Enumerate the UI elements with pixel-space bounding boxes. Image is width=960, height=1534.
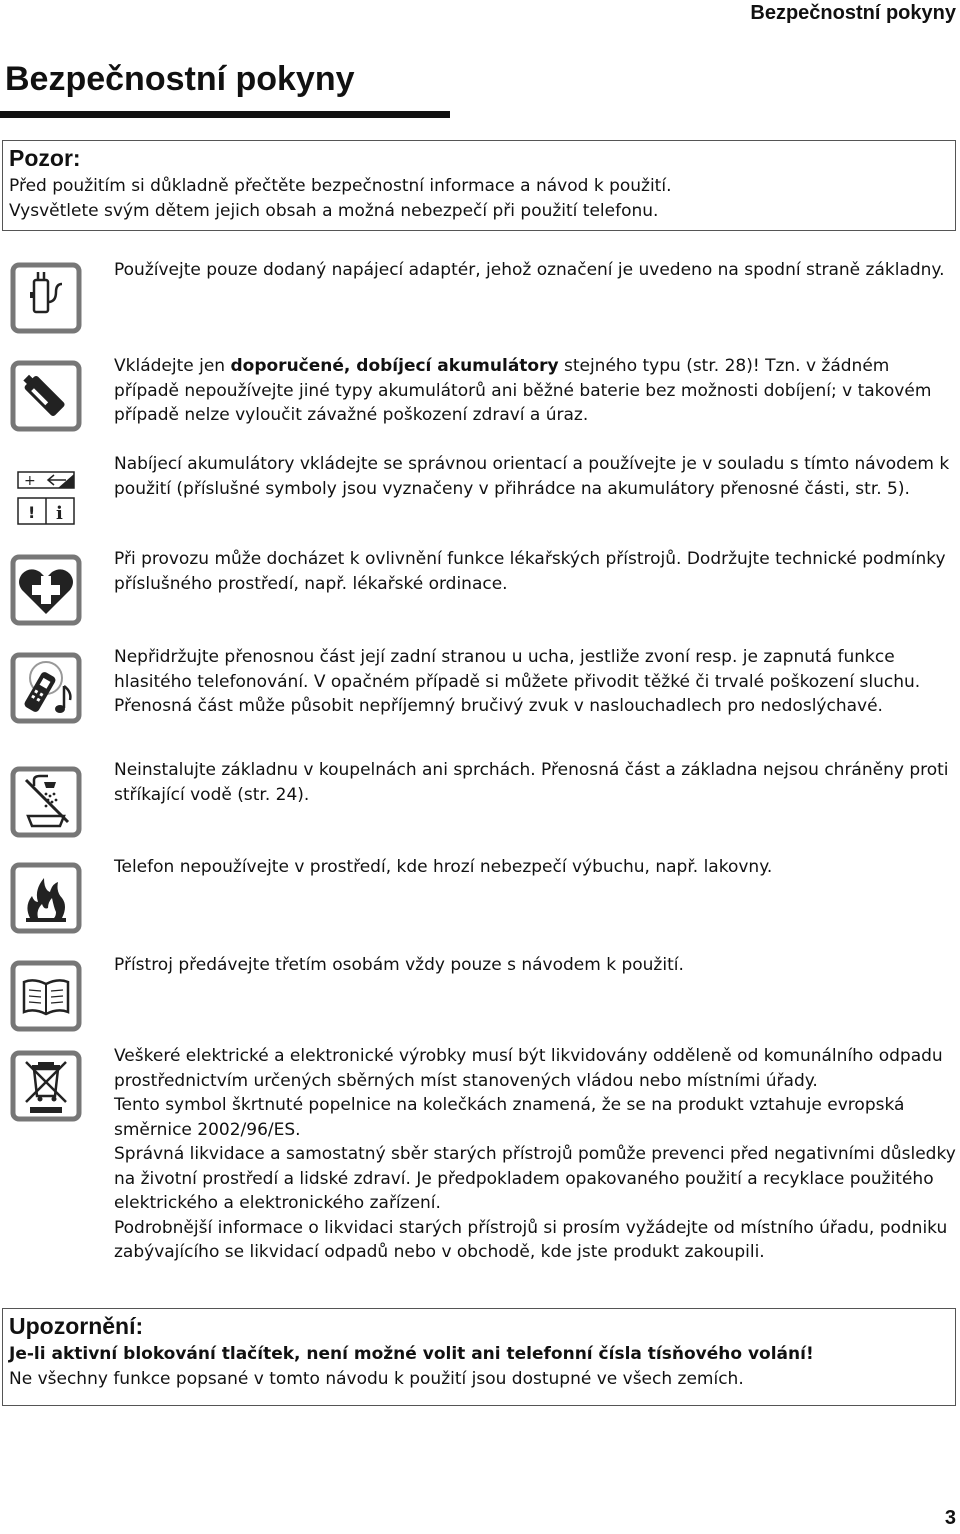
battery-orientation-manual-icon [10,458,82,530]
running-header: Bezpečnostní pokyny [750,2,956,24]
page-number: 3 [944,1507,956,1529]
crossed-bin-icon [10,1050,82,1122]
item-text: Při provozu může docházet k ovlivnění funkce lékařských přístrojů. Dodržujte technické podmínky příslušného prostředí, např. lékařské ordinace. [114,549,946,594]
warning-heading: Pozor: [9,145,81,171]
item-text: Nabíjecí akumulátory vkládejte se správnou orientací a používejte je v souladu s tímto návodem k použití (příslušné symboly jsou vyznačeny v přihrádce na akumulátory přenosné části, str. 5). [114,454,950,499]
no-shower-icon [10,766,82,838]
notice-bold-line: Je-li aktivní blokování tlačítek, není možné volit ani telefonní čísla tísňového volání! [9,1344,814,1364]
warning-line: Před použitím si důkladně přečtěte bezpečnostní informace a návod k použití. [9,176,672,196]
item-text: Neinstalujte základnu v koupelnách ani sprchách. Přenosná část a základna nejsou chráněny proti stříkající vodě (str. 24). [114,760,949,805]
warning-box [2,140,956,231]
title-rule [0,111,450,118]
svg-text:i: i [56,503,63,524]
page-title: Bezpečnostní pokyny [5,60,355,98]
item-text: Veškeré elektrické a elektronické výrobky musí být likvidovány odděleně od komunálního odpadu prostřednictvím určených sběrných míst stanovených vládou nebo místními úřady. Tento symbol škrtnuté popelnice na kolečkách znamená, že se na produkt vztahuje evropská směrnice 2002/96/ES. Správná likvidace a samostatný sběr starých přístrojů pomůže prevenci před negativními důsledky na životní prostředí a lidské zdraví. Je předpokladem opakovaného použití a recyklace použitého elektrického a elektronického zařízení. Podrobnější informace o likvidaci starých přístrojů si prosím vyžádejte od místního úřadu, podniku zabývajícího se likvidací odpadů nebo v obchodě, kde jste produkt zakoupili. [114,1046,956,1262]
warning-line: Vysvětlete svým dětem jejich obsah a možná nebezpečí při použití telefonu. [9,201,659,221]
power-adapter-icon [10,262,82,334]
medical-heart-icon [10,554,82,626]
item-text: Přístroj předávejte třetím osobám vždy pouze s návodem k použití. [114,955,684,975]
manual-book-icon [10,960,82,1032]
notice-line: Ne všechny funkce popsané v tomto návodu k použití jsou dostupné ve všech zemích. [9,1369,744,1389]
explosion-fire-icon [10,862,82,934]
svg-text:!: ! [28,503,36,522]
notice-heading: Upozornění: [9,1313,144,1339]
notice-box [2,1308,956,1406]
item-text: Nepřidržujte přenosnou část její zadní stranou u ucha, jestliže zvoní resp. je zapnutá funkce hlasitého telefonování. V opačném případě si můžete přivodit těžké či trvalé poškození sluchu. Přenosná část může působit nepříjemný bručivý zvuk v naslouchadlech pro nedoslýchavé. [114,647,921,716]
item-text: Vkládejte jen doporučené, dobíjecí akumulátory stejného typu (str. 28)! Tzn. v žádném případě nepoužívejte jiné typy akumulátorů ani běžné baterie bez možnosti dobíjení; v takovém případě nelze vyloučit závažné poškození zdraví a úraz. [114,356,932,425]
item-text: Používejte pouze dodaný napájecí adaptér, jehož označení je uvedeno na spodní straně základny. [114,260,945,280]
battery-icon [10,360,82,432]
item-text: Telefon nepoužívejte v prostředí, kde hrozí nebezpečí výbuchu, např. lakovny. [114,857,773,877]
handset-ringing-icon [10,652,82,724]
svg-text:+: + [24,473,36,489]
